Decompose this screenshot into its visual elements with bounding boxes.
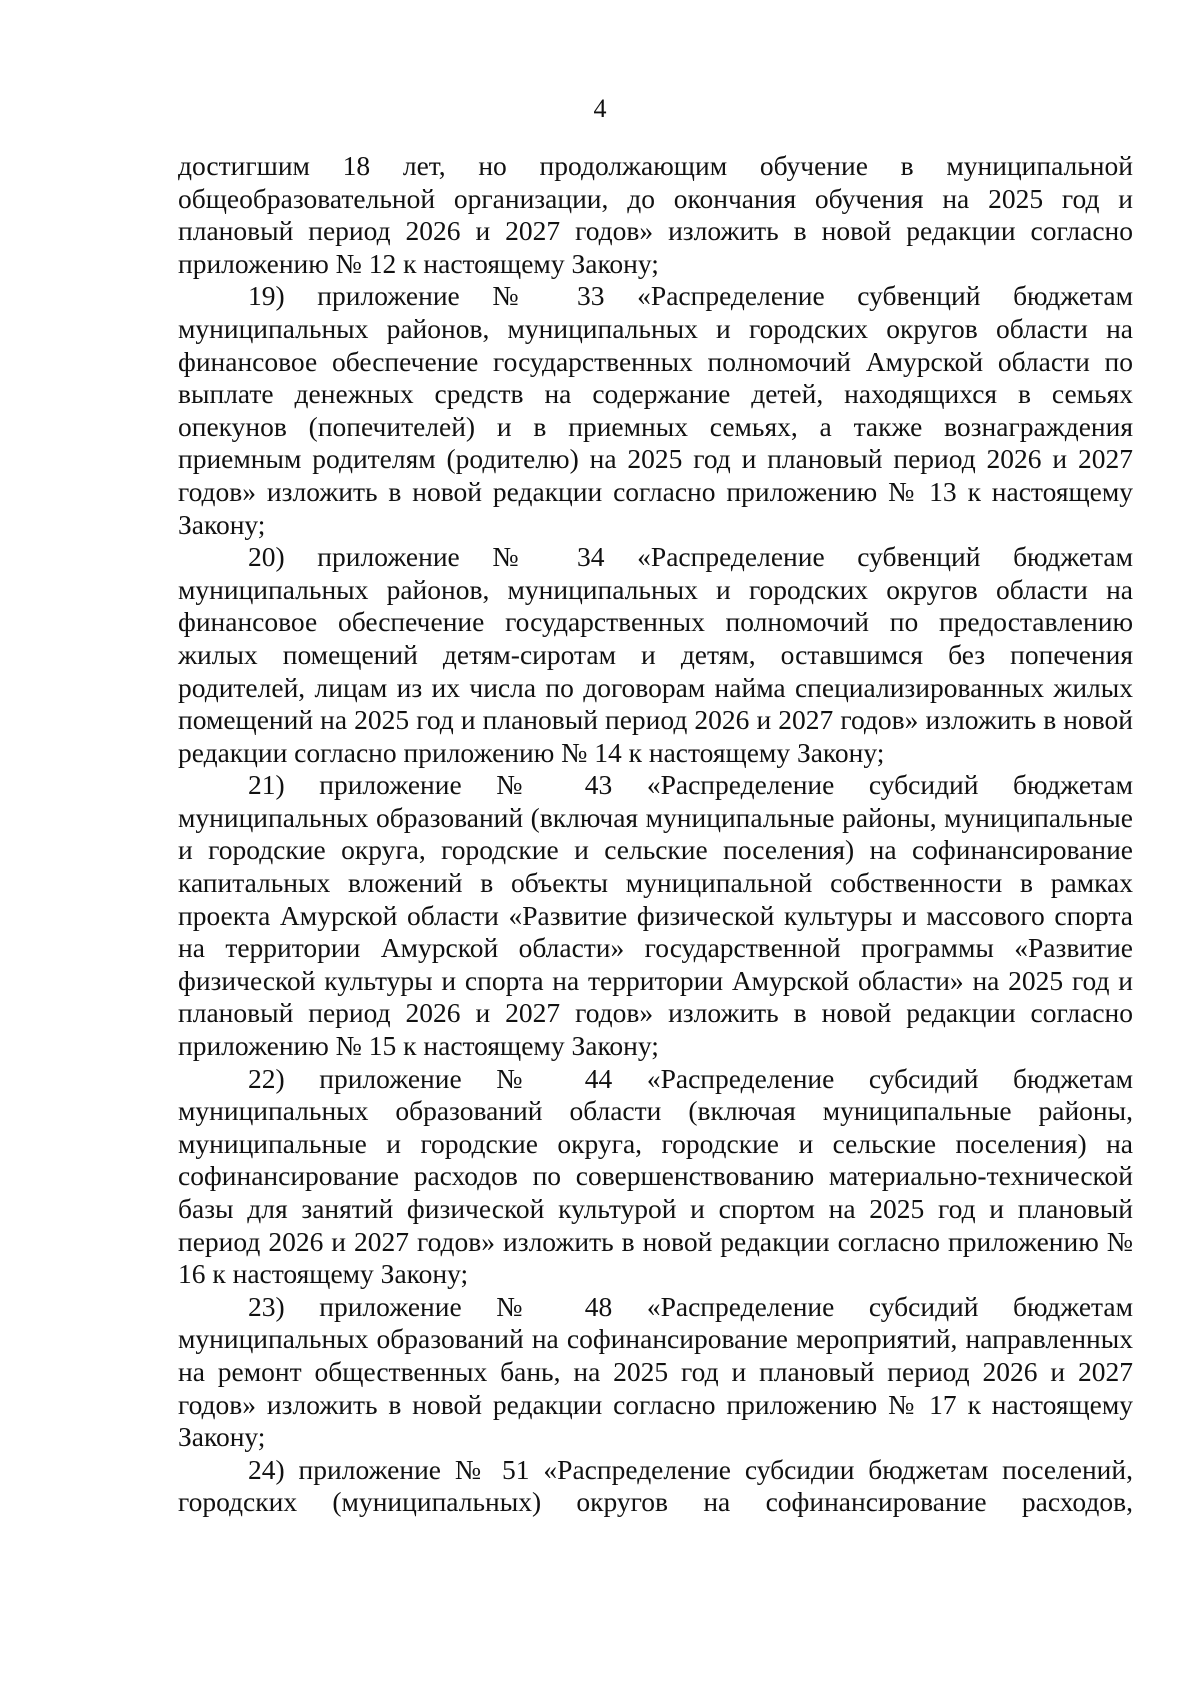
paragraph-continuation: достигшим 18 лет, но продолжающим обучение в муниципальной общеобразовательной организации, до окончания обучения на 2025 год и плановый период 2026 и 2027 годов» изложить в новой редакции согласно приложению № 12 к настоящему Закону; [178,150,1133,279]
document-body [178,150,1133,1519]
paragraph-item-24: 24) приложение № 51 «Распределение субсидии бюджетам поселений, городских (муниципальных) округов на софинансирование расходов, [178,1453,1133,1518]
paragraph-item-20: 20) приложение № 34 «Распределение субвенций бюджетам муниципальных районов, муниципальных и городских округов области на финансовое обеспечение государственных полномочий по предоставлению жилых помещений детям-сиротам и детям, оставшимся без попечения родителей, лицам из их числа по договорам найма специализированных жилых помещений на 2025 год и плановый период 2026 и 2027 годов» изложить в новой редакции согласно приложению № 14 к настоящему Закону; [178,541,1133,768]
paragraph-item-23: 23) приложение № 48 «Распределение субсидий бюджетам муниципальных образований на софинансирование мероприятий, направленных на ремонт общественных бань, на 2025 год и плановый период 2026 и 2027 годов» изложить в новой редакции согласно приложению № 17 к настоящему Закону; [178,1290,1133,1453]
paragraph-item-19: 19) приложение № 33 «Распределение субвенций бюджетам муниципальных районов, муниципальных и городских округов области на финансовое обеспечение государственных полномочий Амурской области по выплате денежных средств на содержание детей, находящихся в семьях опекунов (попечителей) и в приемных семьях, а также вознаграждения приемным родителям (родителю) на 2025 год и плановый период 2026 и 2027 годов» изложить в новой редакции согласно приложению № 13 к настоящему Закону; [178,280,1133,540]
page-number: 4 [593,94,607,123]
paragraph-item-21: 21) приложение № 43 «Распределение субсидий бюджетам муниципальных образований (включая муниципальные районы, муниципальные и городские округа, городские и сельские поселения) на софинансирование капитальных вложений в объекты муниципальной собственности в рамках проекта Амурской области «Развитие физической культуры и массового спорта на территории Амурской области» государственной программы «Развитие физической культуры и спорта на территории Амурской области» на 2025 год и плановый период 2026 и 2027 годов» изложить в новой редакции согласно приложению № 15 к настоящему Закону; [178,769,1133,1062]
paragraph-item-22: 22) приложение № 44 «Распределение субсидий бюджетам муниципальных образований области (включая муниципальные районы, муниципальные и городские округа, городские и сельские поселения) на софинансирование расходов по совершенствованию материально-технической базы для занятий физической культурой и спортом на 2025 год и плановый период 2026 и 2027 годов» изложить в новой редакции согласно приложению № 16 к настоящему Закону; [178,1062,1133,1290]
